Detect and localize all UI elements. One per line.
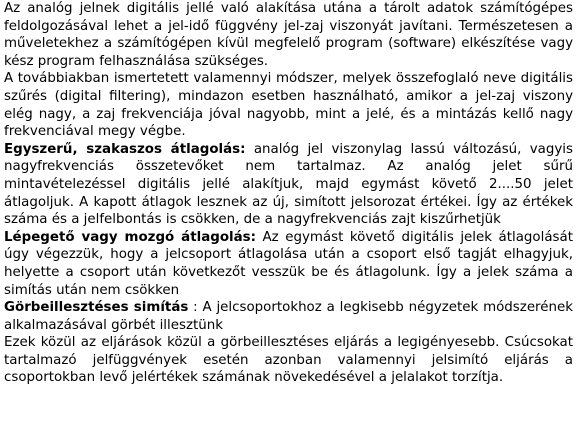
paragraph-simple-averaging: [4, 141, 573, 229]
paragraph-digital-filtering: A továbbiakban ismertetett valamennyi módszer, melyek összefoglaló neve digitális szűrés (digital filtering), mindazon esetben használható, amikor a jel-zaj viszony elég nagy, a zaj frekvenciája jóval nagyobb, mint a jelé, és a mintázás kellő nagy frekvenciával megy végbe.: [4, 71, 573, 140]
text-moving-averaging: Az egymást követő digitális jelek átlagolását úgy végezzük, hogy a jelcsoport átlagolása után a csoport első tagját elhagyjuk, helyette a csoport után következőt vesszük be és átlagolunk. Így a jelek száma a simítás után nem csökken: [4, 229, 573, 298]
document-body: [4, 0, 573, 387]
text-curve-fitting: : A jelcsoportokhoz a legkisebb négyzetek módszerének alkalmazásával görbét illesztünk: [4, 300, 573, 333]
paragraph-moving-averaging: [4, 229, 573, 299]
heading-moving-averaging: Lépegető vagy mozgó átlagolás:: [4, 229, 256, 245]
heading-curve-fitting: Görbeillesztéses simítás: [4, 300, 189, 316]
paragraph-curve-fitting: [4, 299, 573, 334]
paragraph-intro: Az analóg jelnek digitális jellé való alakítása utána a tárolt adatok számítógépes feldolgozásával lehet a jel-idő függvény jel-zaj viszonyát javítani. Természetesen a műveletekhez a számítógépen kívül megfelelő program (software) elkészítése vagy kész program felhasználása szükséges.: [4, 1, 573, 69]
text-simple-averaging: analóg jel viszonylag lassú változású, vagyis nagyfrekvenciás összetevőket nem tartalmaz. Az analóg jelet sűrű mintavételezéssel digitális jellé alakítjuk, majd egymást követő 2....50 jelet átlagoljuk. A kapott átlagok lesznek az új, simított jelsorozat értékei. Így az értékek száma és a jelfelbontás is csökken, de a nagyfrekvenciás zajt kiszűrhetjük: [4, 141, 573, 228]
heading-simple-averaging: Egyszerű, szakaszos átlagolás:: [4, 141, 246, 157]
paragraph-conclusion: Ezek közül az eljárások közül a görbeillesztéses eljárás a legigényesebb. Csúcsokat tartalmazó jelfüggvények esetén azonban valamennyi jelsimító eljárás a csoportokban levő jelértékek számának növekedésével a jelalakot torzítja.: [4, 335, 573, 386]
